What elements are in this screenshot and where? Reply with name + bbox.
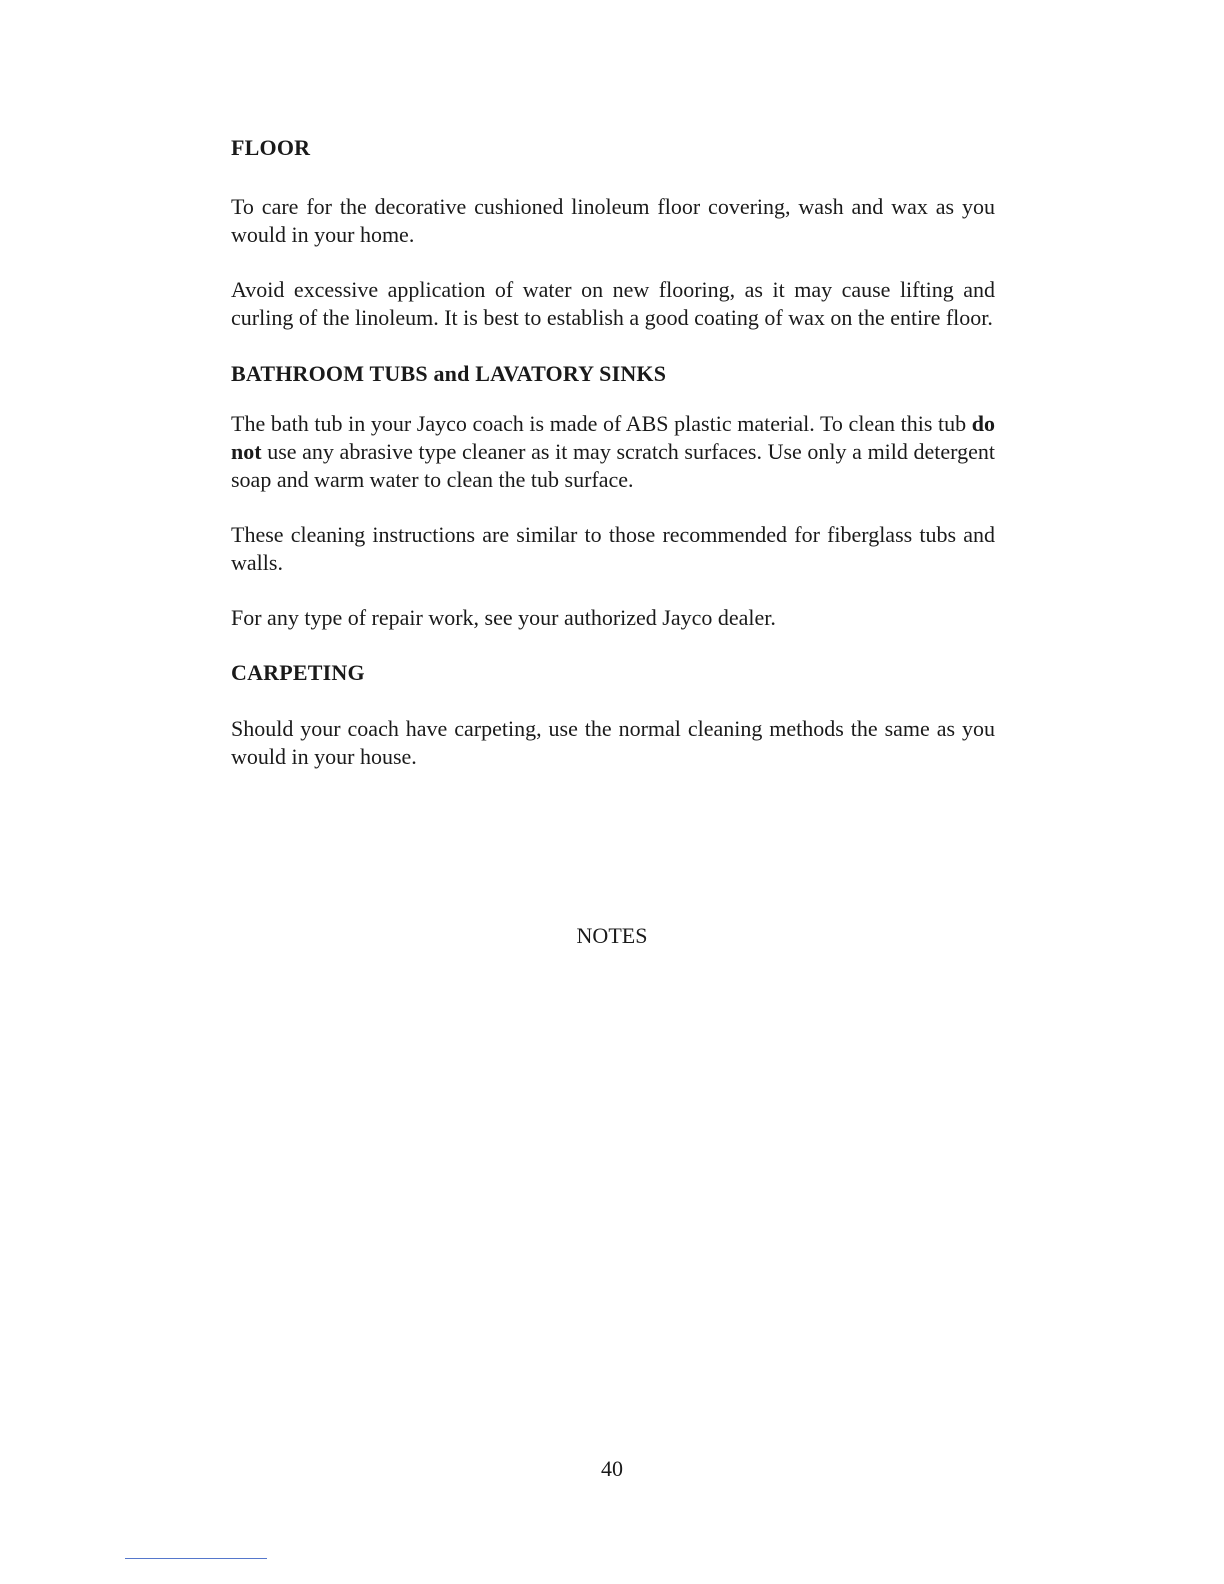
footer-rule bbox=[125, 1558, 267, 1559]
notes-label: NOTES bbox=[576, 923, 648, 948]
heading-floor: FLOOR bbox=[231, 135, 311, 160]
floor-paragraph-2: Avoid excessive application of water on new flooring, as it may cause lifting and curling of the linoleum. It is best to establish a good coating of wax on the entire floor. bbox=[231, 277, 995, 330]
page-content bbox=[231, 130, 995, 771]
page-number: 40 bbox=[601, 1456, 623, 1481]
heading-carpeting: CARPETING bbox=[231, 660, 365, 685]
bath-paragraph-3: For any type of repair work, see your authorized Jayco dealer. bbox=[231, 605, 776, 630]
carpeting-paragraph-1: Should your coach have carpeting, use the normal cleaning methods the same as you would in your house. bbox=[231, 716, 995, 769]
bath-paragraph-1 bbox=[231, 410, 995, 494]
heading-bathroom-tubs: BATHROOM TUBS and LAVATORY SINKS bbox=[231, 361, 667, 386]
bath-paragraph-2: These cleaning instructions are similar to those recommended for fiberglass tubs and walls. bbox=[231, 522, 995, 575]
bath-paragraph-1-start: The bath tub in your Jayco coach is made of ABS plastic material. To clean this tub bbox=[231, 411, 972, 436]
floor-paragraph-1: To care for the decorative cushioned linoleum floor covering, wash and wax as you would in your home. bbox=[231, 194, 995, 247]
bath-paragraph-1-end: use any abrasive type cleaner as it may scratch surfaces. Use only a mild detergent soap and warm water to clean the tub surface. bbox=[231, 439, 995, 492]
bath-paragraph-1-emphasis: do not bbox=[231, 411, 995, 464]
